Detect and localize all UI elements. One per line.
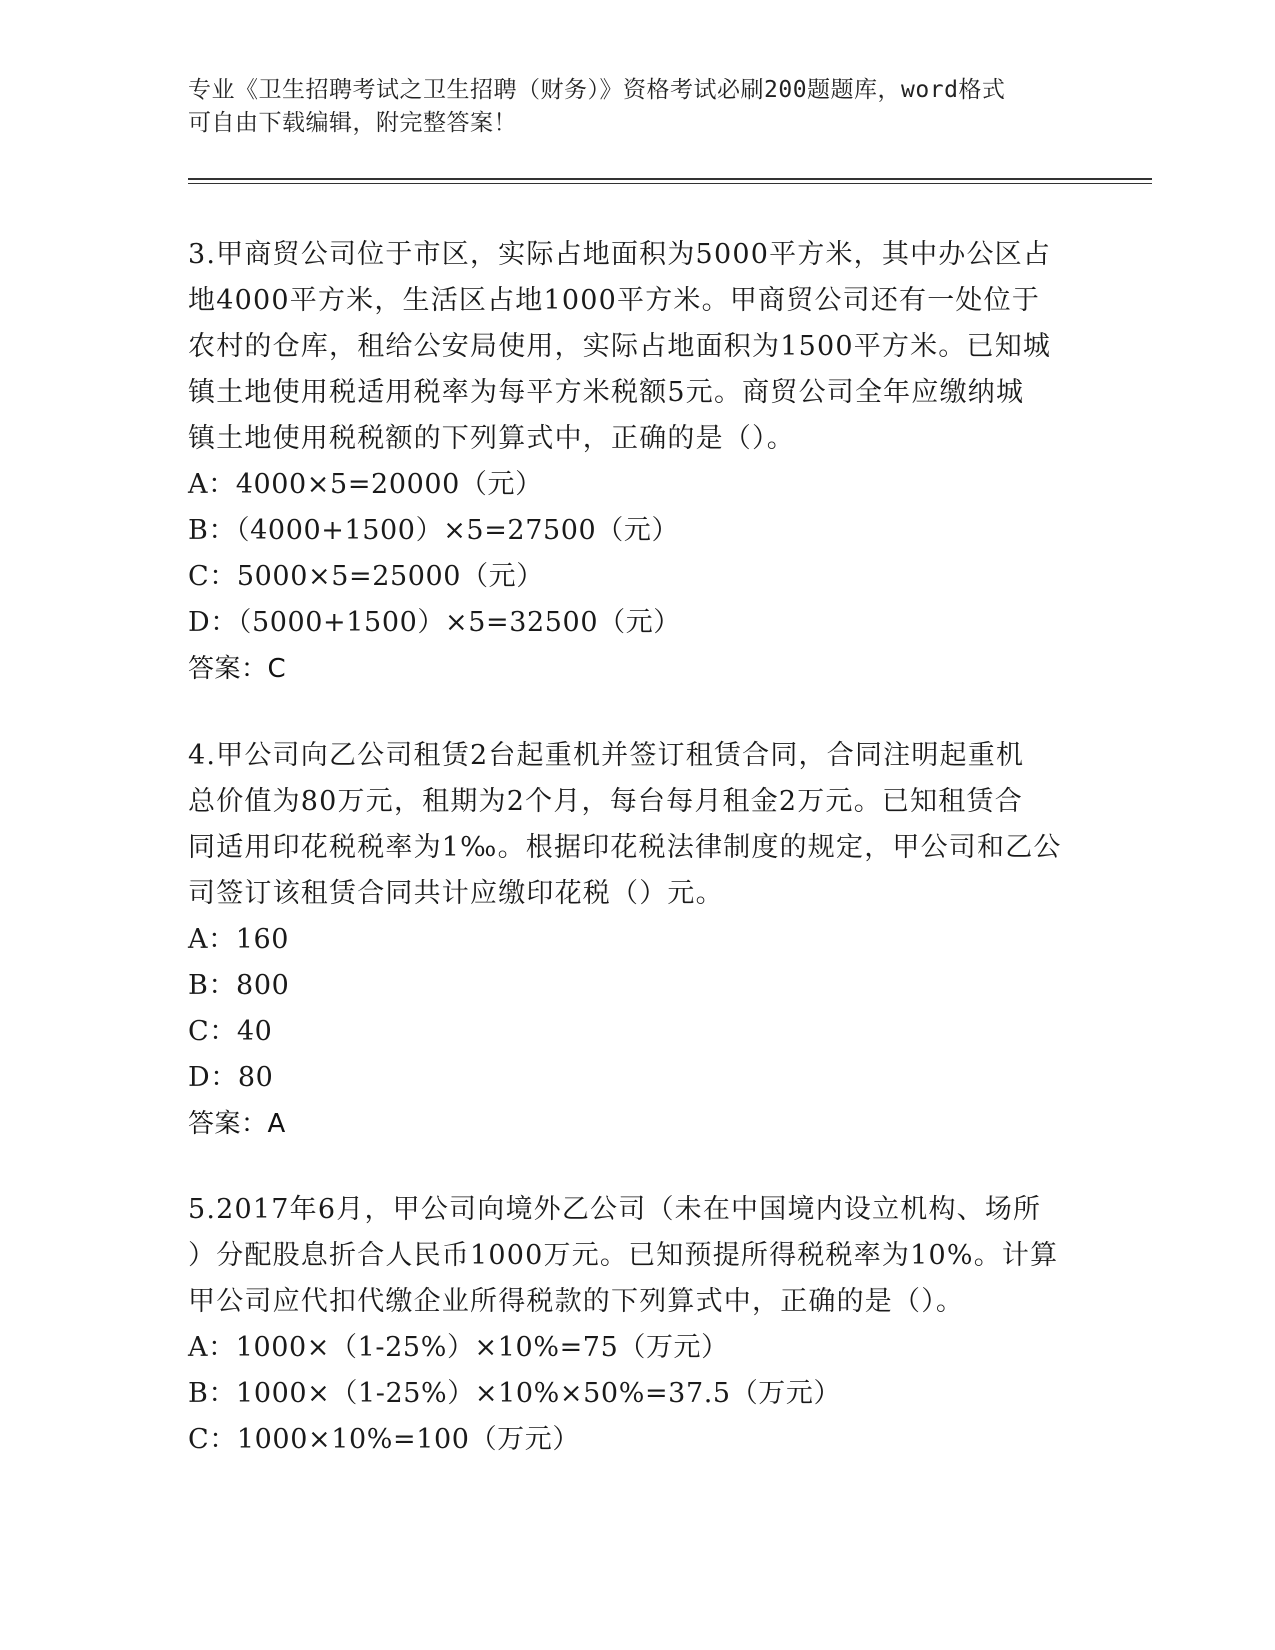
question-stem-line: 4.甲公司向乙公司租赁2台起重机并签订租赁合同，合同注明起重机 <box>188 740 1025 771</box>
document-header <box>188 74 1068 140</box>
answer: 答案：C <box>188 654 287 684</box>
header-line: 专业《卫生招聘考试之卫生招聘（财务）》资格考试必刷200题题库，word格式 <box>188 77 1006 103</box>
option-b: B：（4000+1500）×5=27500（元） <box>188 515 680 546</box>
header-line: 可自由下载编辑，附完整答案！ <box>188 110 517 136</box>
option-b: B：800 <box>188 970 290 1001</box>
header-divider <box>188 183 1152 184</box>
option-c: C：1000×10%=100（万元） <box>188 1424 580 1455</box>
question-stem-line: 镇土地使用税适用税率为每平方米税额5元。商贸公司全年应缴纳城 <box>188 377 1025 408</box>
question-stem-line: 司签订该租赁合同共计应缴印花税（）元。 <box>188 878 724 909</box>
option-b: B：1000×（1-25%）×10%×50%=37.5（万元） <box>188 1378 842 1409</box>
option-d: D：（5000+1500）×5=32500（元） <box>188 607 681 638</box>
question-4 <box>188 733 1088 1147</box>
question-stem-line: 总价值为80万元，租期为2个月，每台每月租金2万元。已知租赁合 <box>188 786 1023 817</box>
question-stem-line: 同适用印花税税率为1‰。根据印花税法律制度的规定，甲公司和乙公 <box>188 832 1062 863</box>
question-stem-line: 农村的仓库，租给公安局使用，实际占地面积为1500平方米。已知城 <box>188 331 1052 362</box>
answer: 答案：A <box>188 1109 286 1139</box>
question-stem-line: 甲公司应代扣代缴企业所得税款的下列算式中，正确的是（）。 <box>188 1286 965 1317</box>
question-stem-line: 镇土地使用税税额的下列算式中，正确的是（）。 <box>188 423 795 454</box>
question-stem-line: 5.2017年6月，甲公司向境外乙公司（未在中国境内设立机构、场所 <box>188 1194 1042 1225</box>
question-stem-line: 地4000平方米，生活区占地1000平方米。甲商贸公司还有一处位于 <box>188 285 1041 316</box>
question-5 <box>188 1187 1088 1463</box>
option-c: C：5000×5=25000（元） <box>188 561 544 592</box>
option-a: A：4000×5=20000（元） <box>188 469 543 500</box>
option-a: A：1000×（1-25%）×10%=75（万元） <box>188 1332 729 1363</box>
option-c: C：40 <box>188 1016 273 1047</box>
option-a: A：160 <box>188 924 290 955</box>
option-d: D：80 <box>188 1062 274 1093</box>
question-3 <box>188 232 1088 692</box>
header-divider <box>188 178 1152 180</box>
question-stem-line: ）分配股息折合人民币1000万元。已知预提所得税税率为10%。计算 <box>188 1240 1059 1271</box>
question-stem-line: 3.甲商贸公司位于市区，实际占地面积为5000平方米，其中办公区占 <box>188 239 1052 270</box>
